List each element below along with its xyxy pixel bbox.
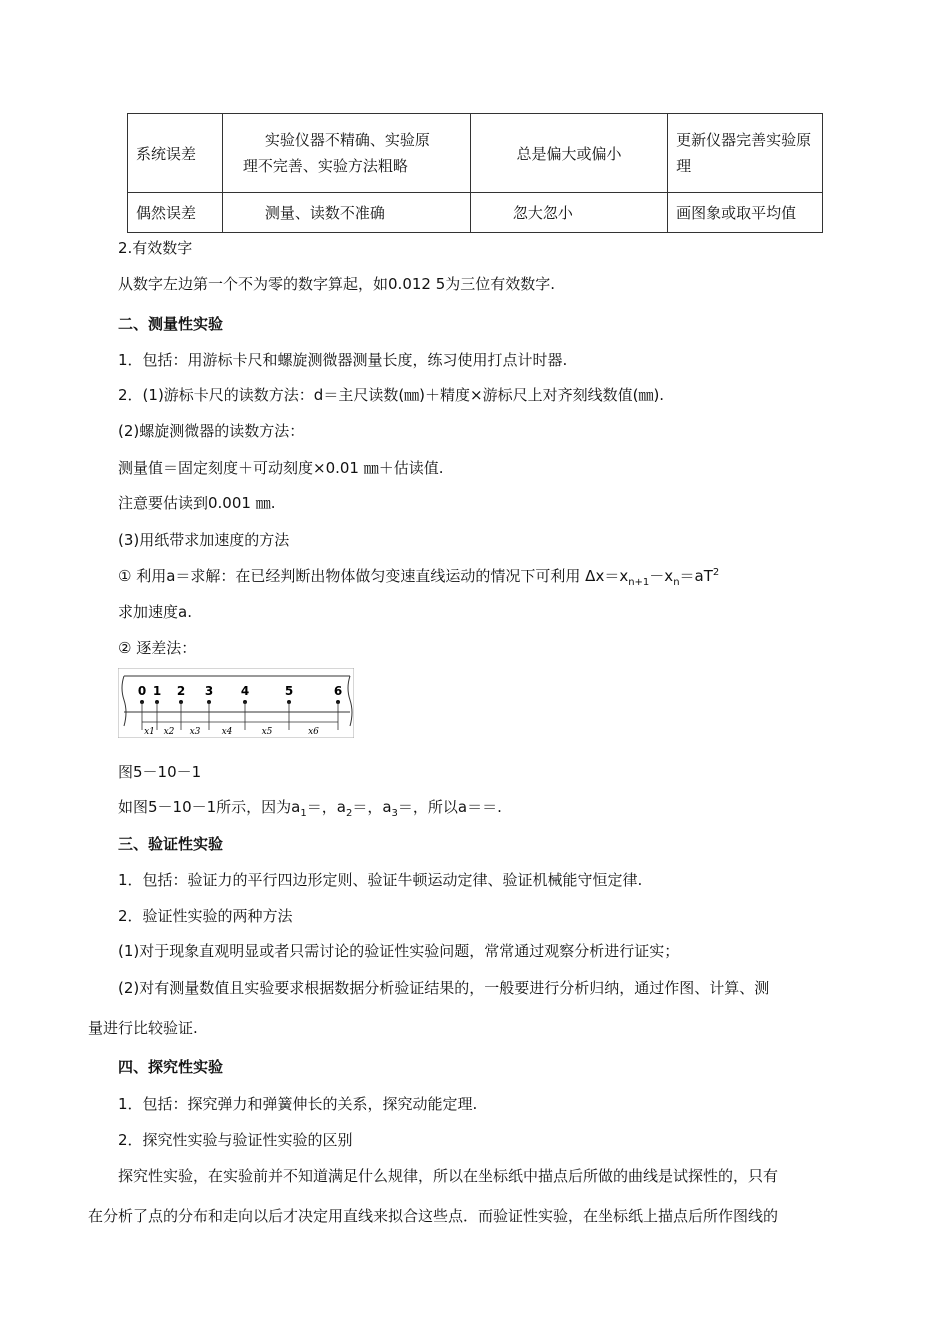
tape-point-label: 1 (152, 684, 162, 698)
section-heading-measurement: 二、测量性实验 (118, 315, 224, 333)
tape-point-label: 6 (333, 684, 343, 698)
tape-point-label: 0 (137, 684, 147, 698)
table-row (128, 193, 823, 233)
error-cause-cell: 实验仪器不精确、实验原 理不完善、实验方法粗略 (222, 114, 470, 193)
section-heading-verification: 三、验证性实验 (118, 835, 224, 853)
tape-point-label: 5 (284, 684, 294, 698)
paragraph: (3)用纸带求加速度的方法 (118, 531, 290, 549)
tape-segment-label: x4 (221, 727, 233, 737)
paragraph: 求加速度a. (118, 603, 192, 621)
paragraph-formula: ① 利用a＝求解：在已经判断出物体做匀变速直线运动的情况下可利用 $\Delta x=x_{n+1}-x_n=aT^2$ (118, 567, 720, 588)
paragraph: (1)对于现象直观明显或者只需讨论的验证性实验问题，常常通过观察分析进行证实； (118, 942, 680, 960)
error-cause-cell: 测量、读数不准确 (222, 193, 470, 233)
error-table (127, 113, 823, 233)
error-feature-cell: 忽大忽小 (470, 193, 667, 233)
tape-point-label: 2 (176, 684, 186, 698)
error-remedy-cell: 画图象或取平均值 (668, 193, 823, 233)
tape-segment-label: x1 (144, 727, 155, 737)
paragraph: ② 逐差法： (118, 639, 197, 657)
paragraph-sig-fig-heading: 2.有效数字 (118, 239, 193, 257)
paragraph: 在分析了点的分布和走向以后才决定用直线来拟合这些点．而验证性实验，在坐标纸上描点后所作图线的 (88, 1207, 779, 1225)
paragraph: 1．包括：探究弹力和弹簧伸长的关系，探究动能定理. (118, 1095, 478, 1113)
paragraph: 探究性实验，在实验前并不知道满足什么规律，所以在坐标纸中描点后所做的曲线是试探性的，只有 (118, 1167, 779, 1185)
tape-segment-label: x5 (261, 727, 273, 737)
paragraph-sig-fig: 从数字左边第一个不为零的数字算起，如0.012 5为三位有效数字. (118, 275, 556, 293)
paragraph: 量进行比较验证. (88, 1019, 198, 1037)
tape-segment-label: x2 (163, 727, 175, 737)
paragraph: (2)对有测量数值且实验要求根据数据分析验证结果的，一般要进行分析归纳，通过作图、计算、测 (118, 979, 770, 997)
paragraph: 注意要估读到0.001 ㎜. (118, 494, 276, 512)
paragraph-acceleration: 如图5－10－1所示，因为$a_1=$，$a_2=$，$a_3=$，所以a＝＝. (118, 798, 502, 819)
error-feature-cell: 总是偏大或偏小 (470, 114, 667, 193)
error-type-cell: 偶然误差 (128, 193, 223, 233)
paragraph: 1．包括：用游标卡尺和螺旋测微器测量长度，练习使用打点计时器. (118, 351, 568, 369)
error-remedy-cell: 更新仪器完善实验原 理 (668, 114, 823, 193)
tape-segment-label: x6 (308, 727, 319, 737)
tape-point-label: 3 (204, 684, 214, 698)
figure-caption: 图5－10－1 (118, 763, 202, 781)
tape-segment-label: x3 (189, 727, 201, 737)
paragraph: 1．包括：验证力的平行四边形定则、验证牛顿运动定律、验证机械能守恒定律. (118, 871, 643, 889)
tape-point-label: 4 (240, 684, 250, 698)
table-row (128, 114, 823, 193)
ticker-tape-figure (118, 668, 354, 738)
paragraph: 测量值＝固定刻度＋可动刻度×0.01 ㎜＋估读值. (118, 459, 444, 477)
error-type-cell: 系统误差 (128, 114, 223, 193)
section-heading-exploration: 四、探究性实验 (118, 1058, 224, 1076)
paragraph: (2)螺旋测微器的读数方法： (118, 422, 305, 440)
paragraph: 2．探究性实验与验证性实验的区别 (118, 1131, 353, 1149)
paragraph: 2．(1)游标卡尺的读数方法：d＝主尺读数(㎜)＋精度×游标尺上对齐刻线数值(㎜). (118, 386, 665, 404)
paragraph: 2．验证性实验的两种方法 (118, 907, 293, 925)
